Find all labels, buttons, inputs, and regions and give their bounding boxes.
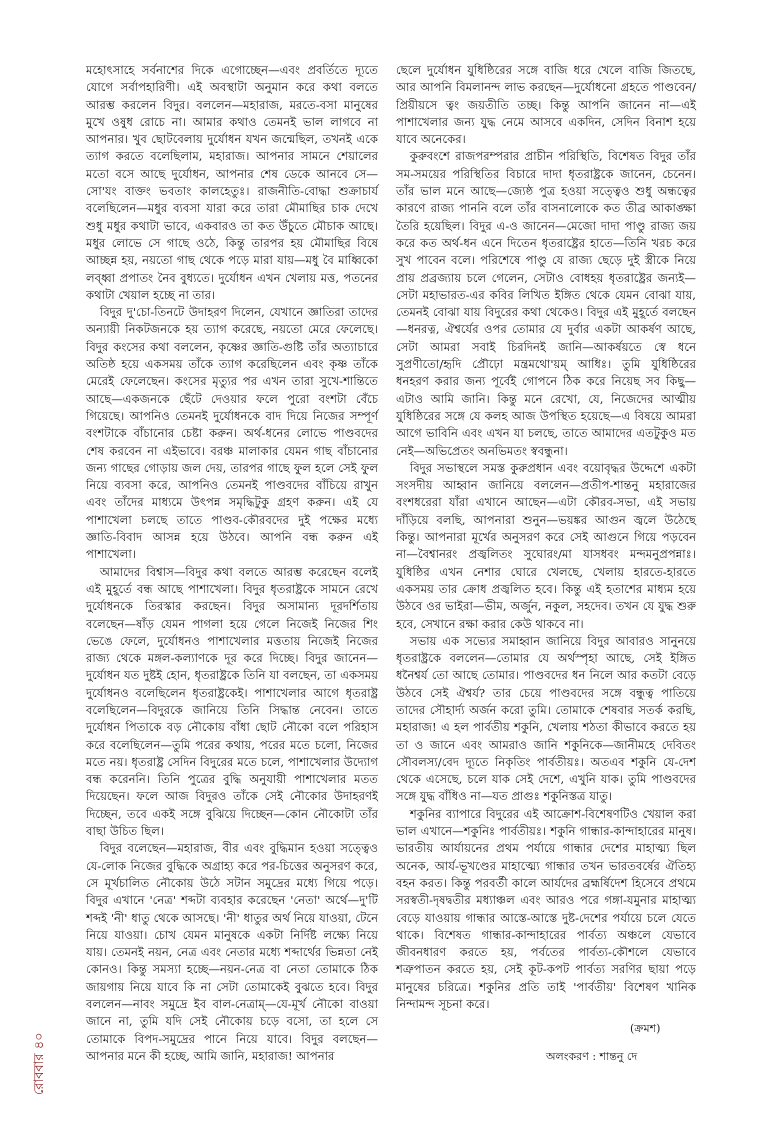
left-paragraph-4: বিদুর বলেছেন—মহারাজ, বীর এবং বুদ্ধিমান হওয়া সত্ত্বেও যে-লোক নিজের বুদ্ধিকে অগ্রাহ্য করে পর-চিত্তের অনুসরণ করে, সে মূর্খচালিত নৌকোয় উঠে সটান সমুদ্রের মধ্যে গিয়ে পড়ে। বিদুর এখানে 'নেত্র' শব্দটা ব্যবহার করেছেন 'নেতা' অর্থে—দু'টি শব্দই 'নী' ধাতু থেকে আসছে। 'নী' ধাতুর অর্থ নিয়ে যাওয়া, টেনে নিয়ে যাওয়া। চোখ যেমন মানুষকে একটা নির্দিষ্ট লক্ষ্যে নিয়ে যায়। তেমনই নয়ন, নেত্র এবং নেতার মধ্যে শব্দার্থের ভিন্নতা নেই কোনও। কিন্তু সমস্যা হচ্ছে—নয়ন-নেত্র বা নেতা তোমাকে ঠিক জায়গায় নিয়ে যাবে কি না সেটা তোমাকেই বুঝতে হবে। বিদুর বললেন—নাবং সমুদ্রে ইব বাল-নেত্রাম্—যে-মূর্খ নৌকো বাওয়া জানে না, তুমি যদি সেই নৌকোয় চড়ে বসো, তা হলে সে তোমাকে বিপদ-সমুদ্রের পানে নিয়ে যাবে। বিদুর বলছেন—আপনার মনে কী হচ্ছে, আমি জানি, মহারাজ! আপনার <box>86 841 378 1063</box>
illustration-credit: অলংকরণ : শান্তনু দে <box>546 1050 638 1063</box>
continued-note: (ক্রমশ) <box>630 1022 661 1035</box>
left-paragraph-2: বিদুর দু'চো-তিনটে উদাহরণ দিলেন, যেখানে জ্ঞাতিরা তাদের অন্যায়ী নিকটজনকে হয় ত্যাগ করেছে, নয়তো মেরে ফেলেছে। বিদুর কংসের কথা বললেন, কৃষ্ণের জ্ঞাতি-গুষ্টি তাঁর অত্যাচারে অতিষ্ঠ হয়ে একসময় তাঁকে ত্যাগ করেছিলেন এবং কৃষ্ণ তাঁকে মেরেই ফেলেছেন। কংসের মৃত্যুর পর এখন তারা সুখে-শান্তিতে আছে—একজনকে ছেঁটে দেওয়ার ফলে পুরো বংশটা বেঁচে গিয়েছে। আপনিও তেমনই দুর্যোধনকে বাদ দিয়ে নিজের সম্পূর্ণ বংশটাকে বাঁচানোর চেষ্টা করুন। অর্থ-ধনের লোভে পাণ্ডবদের শেষ করবেন না এইভাবে। বরঞ্চ মালাকার যেমন গাছ বাঁচানোর জন্য গাছের গোড়ায় জল দেয়, তারপর গাছে ফুল হলে সেই ফুল নিয়ে ব্যবসা করে, আপনিও তেমনই পাণ্ডবদের বাঁচিয়ে রাখুন এবং তাঁদের মাধ্যমে উৎপন্ন সমৃদ্ধিটুকু গ্রহণ করুন। এই যে পাশাখেলা চলছে তাতে পাণ্ডব-কৌরবদের দুই পক্ষের মধ্যে জ্ঞাতি-বিবাদ আসন্ন হয়ে উঠবে। আপনি বন্ধ করুন এই পাশাখেলা। <box>86 305 378 562</box>
right-paragraph-5: শকুনির ব্যাপারে বিদুরের এই আক্রোশ-বিশেষণটিও খেয়াল করা ভাল এখানে—শকুনিঃ পার্বতীয়ঃ। শকুনি গান্ধার-কান্দাহারের মানুষ। ভারতীয় আর্যায়নের প্রথম পর্যায়ে গান্ধার দেশের মাহাত্ম্য ছিল অনেক, আর্য-ভূখণ্ডের মাহাত্ম্যে গান্ধার তখন ভারতবর্ষের ঐতিহ্য বহন করত। কিন্তু পরবর্তী কালে আর্যদের ব্রহ্মর্ষিদেশ হিসেবে প্রথমে সরস্বতী-দৃষদ্বতীর মধ্যাঞ্চল এবং আরও পরে গঙ্গা-যমুনার মাহাত্ম্য বেড়ে যাওয়ায় গান্ধার আস্তে-আস্তে দুষ্ট-দেশের পর্যায়ে চলে যেতে থাকে। বিশেষত গান্ধার-কান্দাহারের পার্বত্য অঞ্চলে যেভাবে জীবনধারণ করতে হয়, পর্বতের পার্বত্য-কৌশলে যেভাবে শত্রুপাতন করতে হয়, সেই কূট-কপট পার্বত্য সরণির ছায়া পড়ে মানুষের চরিত্রে। শকুনির প্রতি তাই 'পার্বতীয়' বিশেষণ খানিক নিন্দামন্দ সূচনা করে। <box>396 806 696 1012</box>
right-paragraph-1: ছেলে দুর্যোধন যুধিষ্ঠিরের সঙ্গে বাজি ধরে খেলে বাজি জিতছে, আর আপনি বিমলানন্দ লাভ করছেন—দুর্যোধনো গ্রহতে পাণ্ডবেন/প্রিয়ীয়সে ত্বং জয়তীতি তচ্ছ। কিন্তু আপনি জানেন না—এই পাশাখেলার জন্য যুদ্ধ নেমে আসবে একদিন, সেদিন বিনাশ হয়ে যাবে অনেকের। <box>396 63 696 147</box>
left-paragraph-3: আমাদের বিশ্বাস—বিদুর কথা বলতে আরম্ভ করেছেন বলেই এই মুহূর্তে বন্ধ আছে পাশাখেলা। বিদুর ধৃতরাষ্ট্রকে সামনে রেখে দুর্যোধনকে তিরস্কার করছেন। বিদুর অসামান্য দূরদর্শিতায় বলেছেন—ষাঁড় যেমন পাগলা হয়ে গেলে নিজেই নিজের শিং ভেঙে ফেলে, দুর্যোধনও পাশাখেলার মত্ততায় নিজেই নিজের রাজ্য থেকে মঙ্গল-কল্যাণকে দূর করে দিচ্ছে। বিদুর জানেন—দুর্যোধন যত দুষ্টই হোন, ধৃতরাষ্ট্রকে তিনি যা বলছেন, তা একসময় দুর্যোধনও বলেছিলেন ধৃতরাষ্ট্রকেই। পাশাখেলার আগে ধৃতরাষ্ট্র বলেছিলেন—বিদুরকে জানিয়ে তিনি সিদ্ধান্ত নেবেন। তাতে দুর্যোধন পিতাকে বড় নৌকোয় বাঁধা ছোট নৌকো বলে পরিহাস করে বলেছিলেন—তুমি পরের কথায়, পরের মতে চলো, নিজের মতে নয়। ধৃতরাষ্ট্র সেদিন বিদুরের মতে চলে, পাশাখেলার উদ্যোগ বন্ধ করেননি। তিনি পুত্রের বুদ্ধি অনুযায়ী পাশাখেলার মতত দিয়েছেন। ফলে আজ বিদুরও তাঁকে সেই নৌকোর উদাহরণই দিচ্ছেন, তবে একই সঙ্গে বুঝিয়ে দিচ্ছেন—কোন নৌকোটা তাঁর বাছা উচিত ছিল। <box>86 564 378 839</box>
page-folio: রোববার ৪০ <box>32 1032 47 1095</box>
right-paragraph-4: সভায় এক সভ্যের সমাহ্বান জানিয়ে বিদুর আবারও সানুনয়ে ধৃতরাষ্ট্রকে বললেন—তোমার যে অর্থস্পৃহা আছে, সেই ইঙ্গিত ধনৈশ্বর্য তো আছে তোমার। পাণ্ডবদের ধন নিলে আর কতটা বেড়ে উঠবে সেই ঐশ্বর্য? তার চেয়ে পাণ্ডবদের সঙ্গে বন্ধুত্ব পাতিয়ে তাদের সৌহার্দ্য অর্জন করো তুমি। তোমাকে শেষবার সতর্ক করছি, মহারাজ! এ হল পার্বতীয় শকুনি, খেলায় শঠতা কীভাবে করতে হয় তা ও জানে এবং আমরাও জানি শকুনিকে—জানীমহে দেবিতং সৌবলস্য/বেদ দ্যূতে নিকৃতিং পার্বতীয়ঃ। অতএব শকুনি যে-দেশ থেকে এসেছে, চলে যাক সেই দেশে, এখুনি যাক। তুমি পাণ্ডবদের সঙ্গে যুদ্ধ বাঁধিও না—যত প্রাগুঃ শকুনিস্তত্র যাতু। <box>396 633 696 804</box>
left-column <box>86 62 378 1063</box>
left-paragraph-1: মহোৎসাহে সর্বনাশের দিকে এগোচ্ছেন—এবং প্রবর্তিতে দ্যূতে যোগে সর্বাপহারিণী। এই অবস্থাটা অনুমান করে কথা বলতে আরম্ভ করলেন বিদুর। বললেন—মহারাজ, মরতে-বসা মানুষের মুখে ওষুধ রোচে না। আমার কথাও তেমনই ভাল লাগবে না আপনার। খুব ছোটবেলায় দুর্যোধন যখন জন্মেছিল, তখনই একে ত্যাগ করতে বলেছিলাম, মহারাজ। আপনার সামনে শেয়ালের মতো বসে আছে দুর্যোধন, আপনার শেষ ডেকে আনবে সে—সো'যং বাক্তং ভবতাং কালহেতুঃ। রাজনীতি-বোদ্ধা শুক্রাচার্য বলেছিলেন—মধুর ব্যবসা যারা করে তারা মৌমাছির চাক দেখে শুধু মধুর কথাটা ভাবে, একবারও তা কত উঁচুতে মৌচাক আছে। মধুর লোভে সে গাছে ওঠে, কিন্তু তারপর হয় মৌমাছির বিষে আচ্ছন্ন হয়, নয়তো গাছ থেকে পড়ে মারা যায়—মধু বৈ মাধ্বিকো লব্ধ্বা প্রপাতং নৈব বুধ্যতে। দুর্যোধন এখন খেলায় মত্ত, পতনের কথাটা খেয়াল হচ্ছে না তার। <box>86 63 378 302</box>
right-paragraph-2: কুরুবংশে রাজপরম্পরার প্রাচীন পরিস্থিতি, বিশেষত বিদুর তাঁর সম-সময়ের পরিস্থিতির বিচারে দাদা ধৃতরাষ্ট্রকে জানেন, চেনেন। তাঁর ভাল মনে আছে—জ্যেষ্ঠ পুত্র হওয়া সত্ত্বেও শুধু অন্ধত্বের কারণে রাজ্য পাননি বলে তাঁর বাসনালোকে কত তীব্র আকাঙ্ক্ষা তৈরি হয়েছিল। বিদুর এ-ও জানেন—মেজো দাদা পাণ্ডু রাজ্য জয় করে কত অর্থ-ধন এনে দিতেন ধৃতরাষ্ট্রের হাতে—তিনি খরচ করে সুখ পাবেন বলে। পরিশেষে পাণ্ডু যে রাজ্য ছেড়ে দুই স্ত্রীকে নিয়ে প্রায় প্রব্রজ্যায় চলে গেলেন, সেটাও বোধহয় ধৃতরাষ্ট্রের জন্যই—সেটা মহাভারত-এর কবির লিখিত ইঙ্গিত থেকে যেমন বোঝা যায়, তেমনই বোঝা যায় বিদুরের কথা থেকেও। বিদুর এই মুহূর্তে বলছেন—ধনরত্ন, ঐশ্বর্যের ওপর তোমার যে দুর্বার একটা আকর্ষণ আছে, সেটা আমরা সবাই চিরদিনই জানি—আকর্ষয়তে স্বে ধনে সুপ্রণীতো/হৃদি প্রৌঢ়ো মন্ত্রমথো'য়ম্ আধিঃ। তুমি যুধিষ্ঠিরের ধনহরণ করার জন্য পূর্বেই গোপনে ঠিক করে নিয়েছ সব কিছু—এটাও আমি জানি। কিন্তু মনে রেখো, যে, নিজেদের আত্মীয় যুধিষ্ঠিরের সঙ্গে যে কলহ আজ উপস্থিত হয়েছে—এ বিষয়ে আমরা আগে ভাবিনি এবং এখন যা চলছে, তাতে আমাদের এতটুকুও মত নেই—অভিপ্রেতং অনভিমতং স্ববন্ধুনা। <box>396 149 696 458</box>
right-column <box>396 62 696 1052</box>
right-paragraph-3: বিদুর সভাস্থলে সমস্ত কুরুপ্রধান এবং বয়োবৃদ্ধর উদ্দেশে একটা সংসদীয় আহ্বান জানিয়ে বললেন—প্রতীপ-শান্তনু মহারাজের বংশধরেরা যাঁরা এখানে আছেন—এটা কৌরব-সভা, এই সভায় দাঁড়িয়ে বলছি, আপনারা শুনুন—ভয়ঙ্কর আগুন জ্বলে উঠেছে কিন্তু। আপনারা মূর্খের অনুসরণ করে সেই আগুনে গিয়ে পড়বেন না—বৈশ্বানরং প্রজ্বলিতং সুঘোরং/মা যাসধবং মন্দমনুপ্রপন্নাঃ। যুধিষ্ঠির এখন নেশার ঘোরে খেলছে, খেলায় হারতে-হারতে একসময় তার ক্রোধ প্রজ্বলিত হবে। কিন্তু এই হতাশের মাধ্যম হয়ে উঠবে ওর ভাইরা—ভীম, অর্জুন, নকুল, সহদেব। তখন যে যুদ্ধ শুরু হবে, সেখানে রক্ষা করার কেউ থাকবে না। <box>396 460 696 631</box>
